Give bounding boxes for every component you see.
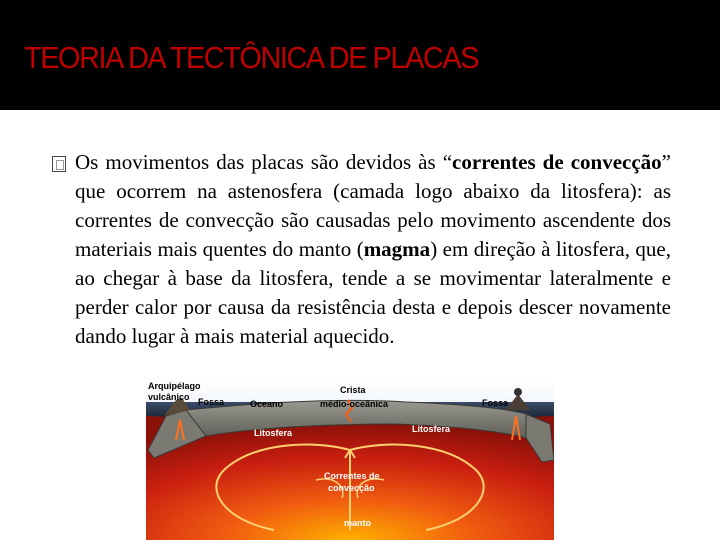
title-bar bbox=[0, 0, 720, 110]
label-manto: manto bbox=[344, 518, 371, 528]
hollow-square-bullet-icon bbox=[52, 156, 66, 172]
label-litosfera-left: Litosfera bbox=[254, 428, 293, 438]
label-correntes-2: convecção bbox=[328, 483, 375, 493]
bold-term: correntes de convecção bbox=[452, 150, 662, 174]
label-correntes-1: Correntes de bbox=[324, 471, 380, 481]
label-crista-1: Crista bbox=[340, 385, 366, 395]
text-segment: ” que ocorrem na astenosfera (camada logo abaixo da litosfera): as correntes de convecção são causadas pelo movimento ascendente dos materiais mais quentes do manto ( bbox=[75, 150, 671, 261]
label-fossa-left: Fossa bbox=[198, 397, 225, 407]
bold-term: magma bbox=[363, 237, 431, 261]
label-vulcanico: vulcânico bbox=[148, 392, 190, 402]
label-fossa-right: Fossa bbox=[482, 398, 509, 408]
label-arquipelago: Arquipélago bbox=[148, 381, 201, 391]
label-litosfera-right: Litosfera bbox=[412, 424, 451, 434]
text-segment: Os movimentos das placas são devidos às “ bbox=[75, 150, 453, 174]
convection-diagram bbox=[146, 380, 554, 540]
slide-title: TEORIA DA TECTÔNICA DE PLACAS bbox=[24, 40, 479, 75]
label-oceano: Oceano bbox=[250, 399, 284, 409]
text-segment: ) em direção à litosfera, que, ao chegar à base da litosfera, tende a se movimentar lateralmente e perder calor por causa da resistência desta e depois descer novamente dando lugar à mais material aquecido. bbox=[75, 237, 671, 348]
body-paragraph bbox=[75, 148, 671, 351]
volcano-smoke bbox=[514, 388, 522, 396]
label-crista-2: médio-oceânica bbox=[320, 399, 389, 409]
